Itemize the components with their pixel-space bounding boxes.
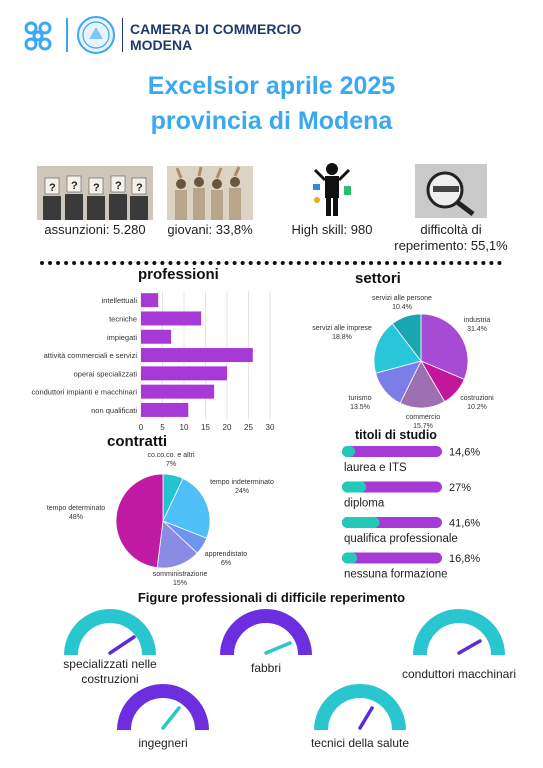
titoli-chart	[330, 440, 543, 585]
bar	[141, 385, 214, 399]
slice-name-label: commercio	[405, 414, 441, 421]
gauge-icon	[384, 615, 534, 657]
stat-high-skill: High skill: 980	[291, 222, 373, 237]
x-tick-label: 5	[160, 423, 165, 433]
category-label: operai specializzati	[73, 369, 137, 379]
page-title-line2: provincia di Modena	[150, 107, 393, 135]
category-label: impiegati	[106, 332, 137, 342]
slice-value-label: 10.4%	[392, 304, 412, 311]
slice-name-label: tempo indeterminato	[210, 479, 274, 486]
progress-track	[342, 446, 442, 457]
progress-value: 16,8%	[449, 553, 481, 565]
stat-giovani: giovani: 33,8%	[167, 222, 253, 237]
slice-value-label: 10.2%	[467, 404, 487, 411]
header-divider	[66, 18, 68, 52]
figure-heading: Figure professionali di difficile reperimento	[137, 590, 406, 605]
section-divider	[40, 261, 502, 265]
slice-value-label: 13.5%	[350, 404, 370, 411]
slice-name-label: servizi alle persone	[372, 295, 432, 302]
category-label: tecniche	[109, 314, 137, 324]
gauge-conduttori	[384, 615, 534, 681]
stat-difficolta	[386, 222, 516, 254]
professioni-bar-chart	[0, 286, 290, 433]
bar	[141, 293, 158, 307]
header-divider-2	[122, 18, 123, 52]
crest-icon	[76, 15, 116, 55]
slice-value-label: 18.8%	[332, 334, 352, 341]
progress-fill	[342, 553, 357, 564]
slice-name-label: turismo	[348, 395, 372, 402]
progress-value: 41,6%	[449, 517, 481, 530]
gauge-label-ingegneri: ingegneri	[138, 736, 188, 750]
progress-label: laurea e ITS	[344, 462, 407, 474]
svg-text:?: ?	[93, 182, 100, 194]
stat-icon-high-skill	[312, 160, 352, 218]
stat-photo-difficolta	[415, 164, 487, 218]
bar	[141, 330, 171, 344]
gauge-label-fabbri: fabbri	[250, 661, 282, 675]
gauge-label-conduttori: conduttori macchinari	[401, 667, 517, 681]
category-label: attività commerciali e servizi	[43, 351, 137, 361]
org-name	[130, 21, 301, 53]
slice-value-label: 24%	[234, 488, 250, 495]
gauge-icon	[40, 615, 180, 657]
stat-assunzioni: assunzioni: 5.280	[44, 222, 146, 237]
bar	[141, 348, 253, 362]
gauge-label-line2: costruzioni	[81, 672, 139, 686]
progress-fill	[342, 446, 355, 457]
slice-value-label: 7%	[165, 461, 177, 468]
titoli-bar-chart	[330, 440, 543, 585]
bar	[141, 311, 201, 325]
x-tick-label: 10	[179, 423, 189, 433]
gauge-icon	[280, 690, 440, 732]
stat-photo-giovani	[167, 166, 253, 220]
progress-value: 14,6%	[449, 446, 481, 459]
gauge-specializzati	[40, 615, 180, 690]
gauge-tecnici	[280, 690, 440, 750]
progress-label: qualifica professionale	[344, 533, 458, 545]
settori-chart	[300, 285, 543, 435]
titoli-heading: titoli di studio	[355, 428, 437, 442]
settori-heading: settori	[355, 270, 401, 287]
slice-name-label: industria	[463, 317, 491, 324]
progress-label: diploma	[344, 497, 385, 510]
stat-photo-assunzioni	[37, 166, 153, 220]
progress-value: 27%	[449, 482, 472, 494]
contratti-heading: contratti	[107, 433, 167, 450]
slice-name-label: co.co.co. e altri	[147, 452, 195, 459]
gauge-fabbri	[196, 615, 336, 675]
x-tick-label: 30	[265, 423, 275, 433]
bar	[141, 403, 188, 417]
org-name-line1: CAMERA DI COMMERCIO	[130, 21, 302, 37]
svg-text:?: ?	[71, 180, 78, 192]
pie-slice	[116, 474, 163, 568]
progress-label: nessuna formazione	[344, 568, 448, 581]
stat-difficolta-line1: difficoltà di	[420, 222, 482, 237]
slice-value-label: 31.4%	[467, 326, 487, 333]
stat-difficolta-line2: reperimento: 55,1%	[394, 238, 508, 253]
x-tick-label: 25	[244, 423, 253, 433]
gauge-label-specializzati	[40, 657, 180, 687]
slice-value-label: 48%	[68, 514, 84, 521]
svg-text:?: ?	[115, 180, 122, 192]
x-tick-label: 15	[201, 423, 210, 433]
professioni-heading: professioni	[138, 266, 219, 283]
category-label: conduttori impianti e macchinari	[31, 387, 137, 397]
slice-value-label: 15%	[172, 580, 188, 587]
professioni-chart	[0, 286, 290, 433]
contratti-chart	[0, 450, 300, 590]
slice-name-label: servizi alle imprese	[312, 325, 372, 332]
x-tick-label: 0	[138, 423, 144, 433]
progress-fill	[342, 517, 379, 528]
gauge-label-line1: specializzati nelle	[63, 657, 157, 671]
page-title-line1: Excelsior aprile 2025	[147, 72, 396, 100]
org-name-line2: MODENA	[130, 37, 193, 53]
gauge-icon	[93, 690, 233, 732]
gauge-ingegneri	[93, 690, 233, 750]
slice-value-label: 15.7%	[413, 423, 433, 430]
category-label: intellettuali	[101, 296, 137, 306]
slice-name-label: apprendistato	[204, 551, 248, 558]
svg-text:?: ?	[136, 182, 143, 194]
x-tick-label: 20	[222, 423, 232, 433]
category-label: non qualificati	[91, 405, 137, 415]
progress-fill	[342, 482, 366, 493]
slice-name-label: tempo determinato	[46, 505, 106, 512]
slice-value-label: 6%	[220, 560, 232, 567]
settori-pie-chart	[300, 285, 543, 435]
gauge-icon	[196, 615, 336, 657]
svg-text:?: ?	[49, 182, 56, 194]
bar	[141, 366, 227, 380]
gauge-label-tecnici: tecnici della salute	[310, 736, 410, 750]
logo-mark-icon	[20, 18, 56, 54]
contratti-pie-chart	[0, 450, 300, 590]
slice-name-label: somministrazione	[152, 571, 208, 578]
slice-name-label: costruzioni	[460, 395, 494, 402]
